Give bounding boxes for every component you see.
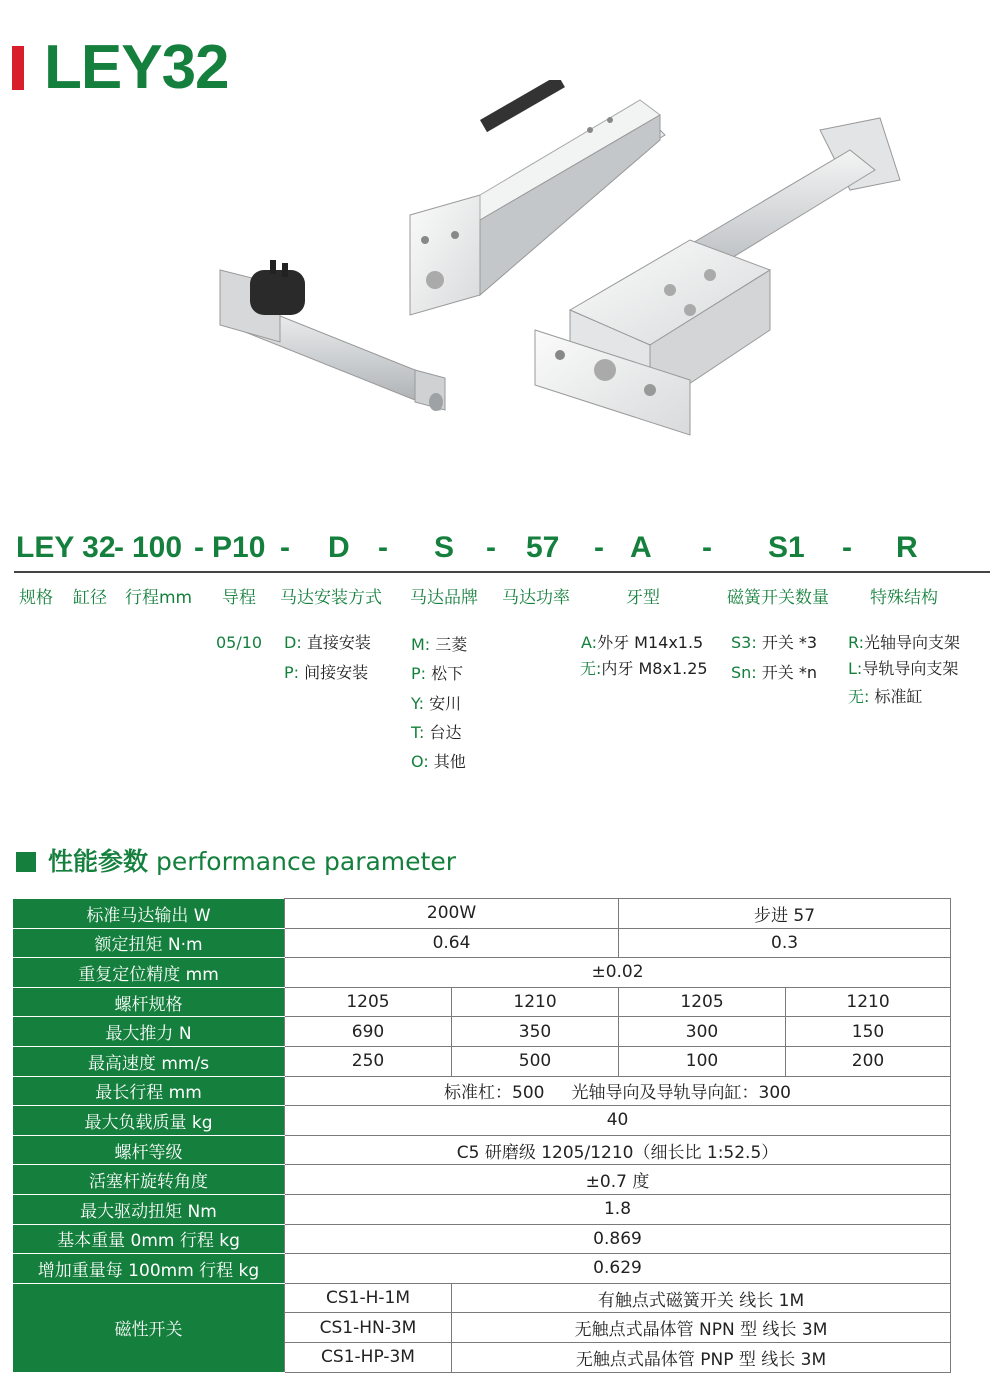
row-header: 额定扭矩 N·m (13, 928, 285, 958)
code-dash: - (194, 531, 204, 564)
table-cell: 0.3 (619, 928, 951, 958)
table-cell: 690 (285, 1017, 452, 1047)
performance-table (12, 898, 951, 1373)
row-header: 最大驱动扭矩 Nm (13, 1194, 285, 1224)
row-header: 最长行程 mm (13, 1076, 285, 1106)
option-special-l: L:导轨导向支架 (848, 659, 959, 678)
table-row (13, 1135, 951, 1165)
switch-model-cell: CS1-H-1M (285, 1283, 452, 1313)
code-thread: A (630, 531, 652, 564)
table-row (13, 1254, 951, 1284)
code-lead: P10 (212, 531, 266, 564)
code-power: 57 (526, 531, 560, 564)
option-brand-p: P: 松下 (411, 664, 464, 683)
code-dash: - (842, 531, 852, 564)
table-row (13, 1106, 951, 1136)
code-dash: - (114, 531, 124, 564)
code-dash: - (702, 531, 712, 564)
label-mount: 马达安装方式 (280, 588, 382, 608)
table-row (13, 1017, 951, 1047)
row-header: 最大推力 N (13, 1017, 285, 1047)
code-special: R (896, 531, 918, 564)
option-mount-d: D: 直接安装 (284, 633, 371, 652)
table-cell: 0.629 (285, 1254, 951, 1284)
section-marker (16, 852, 36, 872)
table-cell: 步进 57 (619, 899, 951, 929)
code-bore: LEY 32 (16, 531, 116, 564)
label-brand: 马达品牌 (410, 588, 478, 608)
option-special-none: 无: 标准缸 (848, 687, 923, 706)
switch-desc-cell: 无触点式晶体管 PNP 型 线长 3M (452, 1342, 951, 1372)
row-header: 螺杆规格 (13, 987, 285, 1017)
table-cell: 100 (619, 1046, 786, 1076)
code-switch: S1 (768, 531, 805, 564)
row-header: 标准马达输出 W (13, 899, 285, 929)
row-header: 增加重量每 100mm 行程 kg (13, 1254, 285, 1284)
switch-desc-cell: 有触点式磁簧开关 线长 1M (452, 1283, 951, 1313)
switch-desc-cell: 无触点式晶体管 NPN 型 线长 3M (452, 1313, 951, 1343)
row-header: 螺杆等级 (13, 1135, 285, 1165)
page-title: LEY32 (44, 33, 229, 102)
table-row (13, 958, 951, 988)
row-header: 最大负载质量 kg (13, 1106, 285, 1136)
code-dash: - (280, 531, 290, 564)
option-brand-t: T: 台达 (411, 723, 462, 742)
table-cell: 40 (285, 1106, 951, 1136)
table-cell: 1210 (452, 987, 619, 1017)
code-mount: D (328, 531, 350, 564)
label-special: 特殊结构 (870, 588, 938, 608)
option-thread-a: A:外牙 M14x1.5 (581, 633, 704, 652)
row-header: 基本重量 0mm 行程 kg (13, 1224, 285, 1254)
table-row (13, 928, 951, 958)
model-code (16, 528, 976, 568)
table-cell: ±0.02 (285, 958, 951, 988)
table-cell: C5 研磨级 1205/1210（细长比 1:52.5） (285, 1135, 951, 1165)
table-row (13, 899, 951, 929)
label-switch: 磁簧开关数量 (727, 588, 829, 608)
code-stroke: 100 (132, 531, 183, 564)
label-power: 马达功率 (502, 588, 570, 608)
option-special-r: R:光轴导向支架 (848, 633, 961, 652)
label-lead: 导程 (222, 588, 256, 608)
code-dash: - (594, 531, 604, 564)
switch-model-cell: CS1-HP-3M (285, 1342, 452, 1372)
table-row (13, 1283, 951, 1313)
option-brand-o: O: 其他 (411, 752, 466, 771)
code-brand: S (434, 531, 455, 564)
table-cell: 250 (285, 1046, 452, 1076)
product-image (210, 80, 970, 480)
table-cell: 300 (619, 1017, 786, 1047)
option-brand-y: Y: 安川 (411, 694, 462, 713)
table-cell: ±0.7 度 (285, 1165, 951, 1195)
title-accent-bar (12, 46, 24, 90)
row-header-magnetic-switch: 磁性开关 (13, 1283, 285, 1372)
row-header: 重复定位精度 mm (13, 958, 285, 988)
table-cell: 1.8 (285, 1194, 951, 1224)
code-dash: - (486, 531, 496, 564)
table-cell: 500 (452, 1046, 619, 1076)
table-cell: 350 (452, 1017, 619, 1047)
table-row (13, 1224, 951, 1254)
table-row (13, 1165, 951, 1195)
table-cell: 0.869 (285, 1224, 951, 1254)
code-dash: - (378, 531, 388, 564)
option-switch-sn: Sn: 开关 *n (731, 663, 818, 682)
option-switch-s3: S3: 开关 *3 (731, 633, 818, 652)
table-cell: 标准杠：500 光轴导向及导轨导向缸：300 (285, 1076, 951, 1106)
table-cell: 200W (285, 899, 619, 929)
table-cell: 150 (786, 1017, 951, 1047)
label-stroke: 行程mm (125, 588, 193, 608)
switch-model-cell: CS1-HN-3M (285, 1313, 452, 1343)
table-row (13, 987, 951, 1017)
table-row (13, 1046, 951, 1076)
table-row (13, 1194, 951, 1224)
label-thread: 牙型 (626, 588, 660, 608)
divider (14, 571, 990, 573)
row-header: 最高速度 mm/s (13, 1046, 285, 1076)
table-cell: 200 (786, 1046, 951, 1076)
label-bore: 缸径 (73, 588, 107, 608)
option-lead: 05/10 (216, 633, 263, 652)
table-cell: 0.64 (285, 928, 619, 958)
label-spec: 规格 (19, 588, 53, 608)
table-cell: 1205 (619, 987, 786, 1017)
table-cell: 1205 (285, 987, 452, 1017)
option-mount-p: P: 间接安装 (284, 663, 369, 682)
table-row (13, 1076, 951, 1106)
table-cell: 1210 (786, 987, 951, 1017)
option-thread-none: 无:内牙 M8x1.25 (580, 659, 708, 678)
option-brand-m: M: 三菱 (411, 635, 468, 654)
section-title: 性能参数 performance parameter (48, 847, 457, 876)
row-header: 活塞杆旋转角度 (13, 1165, 285, 1195)
